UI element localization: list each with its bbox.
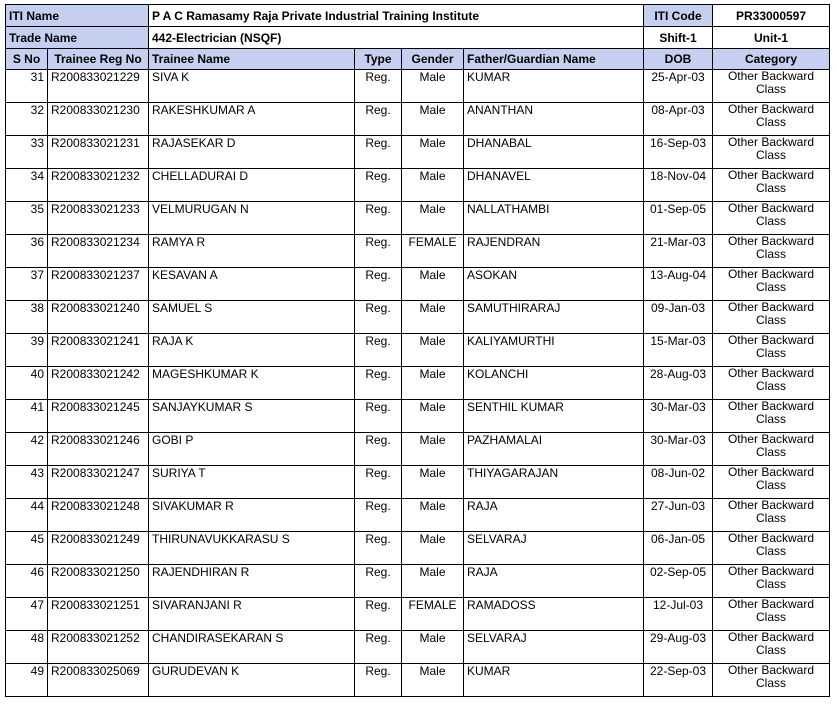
- cell-father-name: SENTHIL KUMAR: [464, 400, 644, 433]
- cell-gender: Male: [402, 565, 464, 598]
- cell-trainee-name: SIVA K: [149, 70, 355, 103]
- cell-father-name: THIYAGARAJAN: [464, 466, 644, 499]
- iti-name-row: [6, 5, 830, 27]
- cell-trainee-name: RAJA K: [149, 334, 355, 367]
- cell-type: Reg.: [355, 235, 402, 268]
- table-row: [6, 235, 830, 268]
- cell-sno: 38: [6, 301, 48, 334]
- cell-trainee-name: RAJENDHIRAN R: [149, 565, 355, 598]
- cell-sno: 31: [6, 70, 48, 103]
- cell-gender: Male: [402, 532, 464, 565]
- cell-dob: 15-Mar-03: [644, 334, 713, 367]
- cell-sno: 45: [6, 532, 48, 565]
- cell-father-name: SELVARAJ: [464, 532, 644, 565]
- cell-sno: 43: [6, 466, 48, 499]
- cell-reg-no: R200833021231: [48, 136, 149, 169]
- cell-father-name: SELVARAJ: [464, 631, 644, 664]
- table-row: [6, 103, 830, 136]
- cell-trainee-name: RAKESHKUMAR A: [149, 103, 355, 136]
- cell-type: Reg.: [355, 664, 402, 697]
- cell-sno: 41: [6, 400, 48, 433]
- cell-trainee-name: GURUDEVAN K: [149, 664, 355, 697]
- cell-category: Other Backward Class: [713, 301, 830, 334]
- cell-type: Reg.: [355, 301, 402, 334]
- cell-sno: 32: [6, 103, 48, 136]
- cell-gender: Male: [402, 334, 464, 367]
- cell-trainee-name: RAJASEKAR D: [149, 136, 355, 169]
- cell-sno: 34: [6, 169, 48, 202]
- cell-trainee-name: CHANDIRASEKARAN S: [149, 631, 355, 664]
- cell-gender: FEMALE: [402, 235, 464, 268]
- cell-type: Reg.: [355, 136, 402, 169]
- table-row: [6, 169, 830, 202]
- cell-trainee-name: MAGESHKUMAR K: [149, 367, 355, 400]
- cell-reg-no: R200833021230: [48, 103, 149, 136]
- cell-type: Reg.: [355, 631, 402, 664]
- col-header-sno: S No: [6, 49, 48, 70]
- cell-sno: 39: [6, 334, 48, 367]
- cell-reg-no: R200833021240: [48, 301, 149, 334]
- cell-gender: Male: [402, 301, 464, 334]
- cell-father-name: DHANABAL: [464, 136, 644, 169]
- cell-category: Other Backward Class: [713, 499, 830, 532]
- cell-category: Other Backward Class: [713, 466, 830, 499]
- cell-trainee-name: VELMURUGAN N: [149, 202, 355, 235]
- cell-gender: Male: [402, 367, 464, 400]
- cell-dob: 22-Sep-03: [644, 664, 713, 697]
- cell-type: Reg.: [355, 268, 402, 301]
- cell-type: Reg.: [355, 466, 402, 499]
- iti-name-label: ITI Name: [6, 5, 149, 27]
- cell-type: Reg.: [355, 598, 402, 631]
- col-header-father: Father/Guardian Name: [464, 49, 644, 70]
- cell-gender: Male: [402, 664, 464, 697]
- table-row: [6, 433, 830, 466]
- cell-trainee-name: KESAVAN A: [149, 268, 355, 301]
- cell-category: Other Backward Class: [713, 334, 830, 367]
- cell-father-name: KALIYAMURTHI: [464, 334, 644, 367]
- cell-gender: Male: [402, 103, 464, 136]
- cell-gender: Male: [402, 169, 464, 202]
- cell-reg-no: R200833021248: [48, 499, 149, 532]
- cell-father-name: NALLATHAMBI: [464, 202, 644, 235]
- cell-dob: 29-Aug-03: [644, 631, 713, 664]
- cell-dob: 30-Mar-03: [644, 400, 713, 433]
- cell-dob: 18-Nov-04: [644, 169, 713, 202]
- cell-father-name: KUMAR: [464, 664, 644, 697]
- cell-father-name: KUMAR: [464, 70, 644, 103]
- table-row: [6, 202, 830, 235]
- cell-father-name: ANANTHAN: [464, 103, 644, 136]
- table-row: [6, 334, 830, 367]
- cell-type: Reg.: [355, 169, 402, 202]
- cell-trainee-name: SAMUEL S: [149, 301, 355, 334]
- cell-reg-no: R200833021246: [48, 433, 149, 466]
- cell-trainee-name: SANJAYKUMAR S: [149, 400, 355, 433]
- cell-dob: 02-Sep-05: [644, 565, 713, 598]
- table-row: [6, 664, 830, 697]
- table-row: [6, 565, 830, 598]
- cell-sno: 46: [6, 565, 48, 598]
- cell-reg-no: R200833021249: [48, 532, 149, 565]
- cell-category: Other Backward Class: [713, 433, 830, 466]
- table-row: [6, 499, 830, 532]
- cell-trainee-name: SURIYA T: [149, 466, 355, 499]
- cell-dob: 06-Jan-05: [644, 532, 713, 565]
- cell-category: Other Backward Class: [713, 169, 830, 202]
- cell-sno: 42: [6, 433, 48, 466]
- cell-father-name: RAMADOSS: [464, 598, 644, 631]
- cell-reg-no: R200833021252: [48, 631, 149, 664]
- cell-dob: 30-Mar-03: [644, 433, 713, 466]
- table-row: [6, 268, 830, 301]
- trade-name-row: [6, 27, 830, 49]
- cell-category: Other Backward Class: [713, 268, 830, 301]
- table-row: [6, 631, 830, 664]
- cell-father-name: RAJA: [464, 499, 644, 532]
- cell-dob: 09-Jan-03: [644, 301, 713, 334]
- cell-gender: Male: [402, 268, 464, 301]
- unit-value: Unit-1: [713, 27, 830, 49]
- cell-dob: 08-Jun-02: [644, 466, 713, 499]
- trade-name-value: 442-Electrician (NSQF): [149, 27, 644, 49]
- cell-category: Other Backward Class: [713, 400, 830, 433]
- cell-sno: 40: [6, 367, 48, 400]
- cell-trainee-name: SIVARANJANI R: [149, 598, 355, 631]
- cell-reg-no: R200833021251: [48, 598, 149, 631]
- iti-code-value: PR33000597: [713, 5, 830, 27]
- cell-sno: 48: [6, 631, 48, 664]
- table-row: [6, 400, 830, 433]
- cell-type: Reg.: [355, 433, 402, 466]
- cell-reg-no: R200833021237: [48, 268, 149, 301]
- col-header-reg-no: Trainee Reg No: [48, 49, 149, 70]
- cell-gender: Male: [402, 202, 464, 235]
- cell-category: Other Backward Class: [713, 136, 830, 169]
- cell-dob: 27-Jun-03: [644, 499, 713, 532]
- cell-type: Reg.: [355, 367, 402, 400]
- cell-father-name: ASOKAN: [464, 268, 644, 301]
- cell-trainee-name: THIRUNAVUKKARASU S: [149, 532, 355, 565]
- cell-dob: 01-Sep-05: [644, 202, 713, 235]
- cell-type: Reg.: [355, 103, 402, 136]
- cell-dob: 12-Jul-03: [644, 598, 713, 631]
- cell-reg-no: R200833021247: [48, 466, 149, 499]
- cell-category: Other Backward Class: [713, 235, 830, 268]
- cell-reg-no: R200833021229: [48, 70, 149, 103]
- cell-father-name: RAJA: [464, 565, 644, 598]
- cell-category: Other Backward Class: [713, 202, 830, 235]
- cell-gender: FEMALE: [402, 598, 464, 631]
- cell-sno: 44: [6, 499, 48, 532]
- cell-trainee-name: GOBI P: [149, 433, 355, 466]
- col-header-gender: Gender: [402, 49, 464, 70]
- iti-code-label: ITI Code: [644, 5, 713, 27]
- cell-dob: 13-Aug-04: [644, 268, 713, 301]
- cell-dob: 21-Mar-03: [644, 235, 713, 268]
- cell-trainee-name: CHELLADURAI D: [149, 169, 355, 202]
- cell-category: Other Backward Class: [713, 532, 830, 565]
- table-row: [6, 136, 830, 169]
- cell-gender: Male: [402, 499, 464, 532]
- trade-name-label: Trade Name: [6, 27, 149, 49]
- cell-category: Other Backward Class: [713, 70, 830, 103]
- cell-gender: Male: [402, 433, 464, 466]
- cell-type: Reg.: [355, 532, 402, 565]
- cell-sno: 33: [6, 136, 48, 169]
- cell-type: Reg.: [355, 499, 402, 532]
- cell-sno: 35: [6, 202, 48, 235]
- shift-value: Shift-1: [644, 27, 713, 49]
- cell-reg-no: R200833021233: [48, 202, 149, 235]
- cell-type: Reg.: [355, 334, 402, 367]
- cell-trainee-name: SIVAKUMAR R: [149, 499, 355, 532]
- cell-dob: 28-Aug-03: [644, 367, 713, 400]
- col-header-name: Trainee Name: [149, 49, 355, 70]
- cell-dob: 08-Apr-03: [644, 103, 713, 136]
- cell-category: Other Backward Class: [713, 664, 830, 697]
- table-row: [6, 70, 830, 103]
- cell-gender: Male: [402, 631, 464, 664]
- cell-reg-no: R200833025069: [48, 664, 149, 697]
- table-row: [6, 301, 830, 334]
- col-header-type: Type: [355, 49, 402, 70]
- cell-type: Reg.: [355, 202, 402, 235]
- cell-category: Other Backward Class: [713, 103, 830, 136]
- cell-reg-no: R200833021242: [48, 367, 149, 400]
- table-row: [6, 598, 830, 631]
- cell-reg-no: R200833021234: [48, 235, 149, 268]
- cell-gender: Male: [402, 400, 464, 433]
- table-row: [6, 367, 830, 400]
- cell-type: Reg.: [355, 70, 402, 103]
- cell-father-name: RAJENDRAN: [464, 235, 644, 268]
- cell-dob: 25-Apr-03: [644, 70, 713, 103]
- cell-reg-no: R200833021232: [48, 169, 149, 202]
- cell-sno: 47: [6, 598, 48, 631]
- table-row: [6, 532, 830, 565]
- cell-category: Other Backward Class: [713, 565, 830, 598]
- cell-category: Other Backward Class: [713, 367, 830, 400]
- column-header-row: [6, 49, 830, 70]
- cell-gender: Male: [402, 70, 464, 103]
- cell-category: Other Backward Class: [713, 631, 830, 664]
- cell-sno: 36: [6, 235, 48, 268]
- cell-reg-no: R200833021245: [48, 400, 149, 433]
- cell-gender: Male: [402, 466, 464, 499]
- col-header-dob: DOB: [644, 49, 713, 70]
- col-header-category: Category: [713, 49, 830, 70]
- cell-sno: 37: [6, 268, 48, 301]
- cell-sno: 49: [6, 664, 48, 697]
- cell-type: Reg.: [355, 400, 402, 433]
- table-row: [6, 466, 830, 499]
- cell-father-name: SAMUTHIRARAJ: [464, 301, 644, 334]
- cell-reg-no: R200833021241: [48, 334, 149, 367]
- iti-name-value: P A C Ramasamy Raja Private Industrial Training Institute: [149, 5, 644, 27]
- cell-gender: Male: [402, 136, 464, 169]
- cell-category: Other Backward Class: [713, 598, 830, 631]
- cell-father-name: DHANAVEL: [464, 169, 644, 202]
- cell-father-name: KOLANCHI: [464, 367, 644, 400]
- trainee-register-table: [5, 4, 830, 697]
- cell-trainee-name: RAMYA R: [149, 235, 355, 268]
- cell-dob: 16-Sep-03: [644, 136, 713, 169]
- cell-father-name: PAZHAMALAI: [464, 433, 644, 466]
- cell-type: Reg.: [355, 565, 402, 598]
- cell-reg-no: R200833021250: [48, 565, 149, 598]
